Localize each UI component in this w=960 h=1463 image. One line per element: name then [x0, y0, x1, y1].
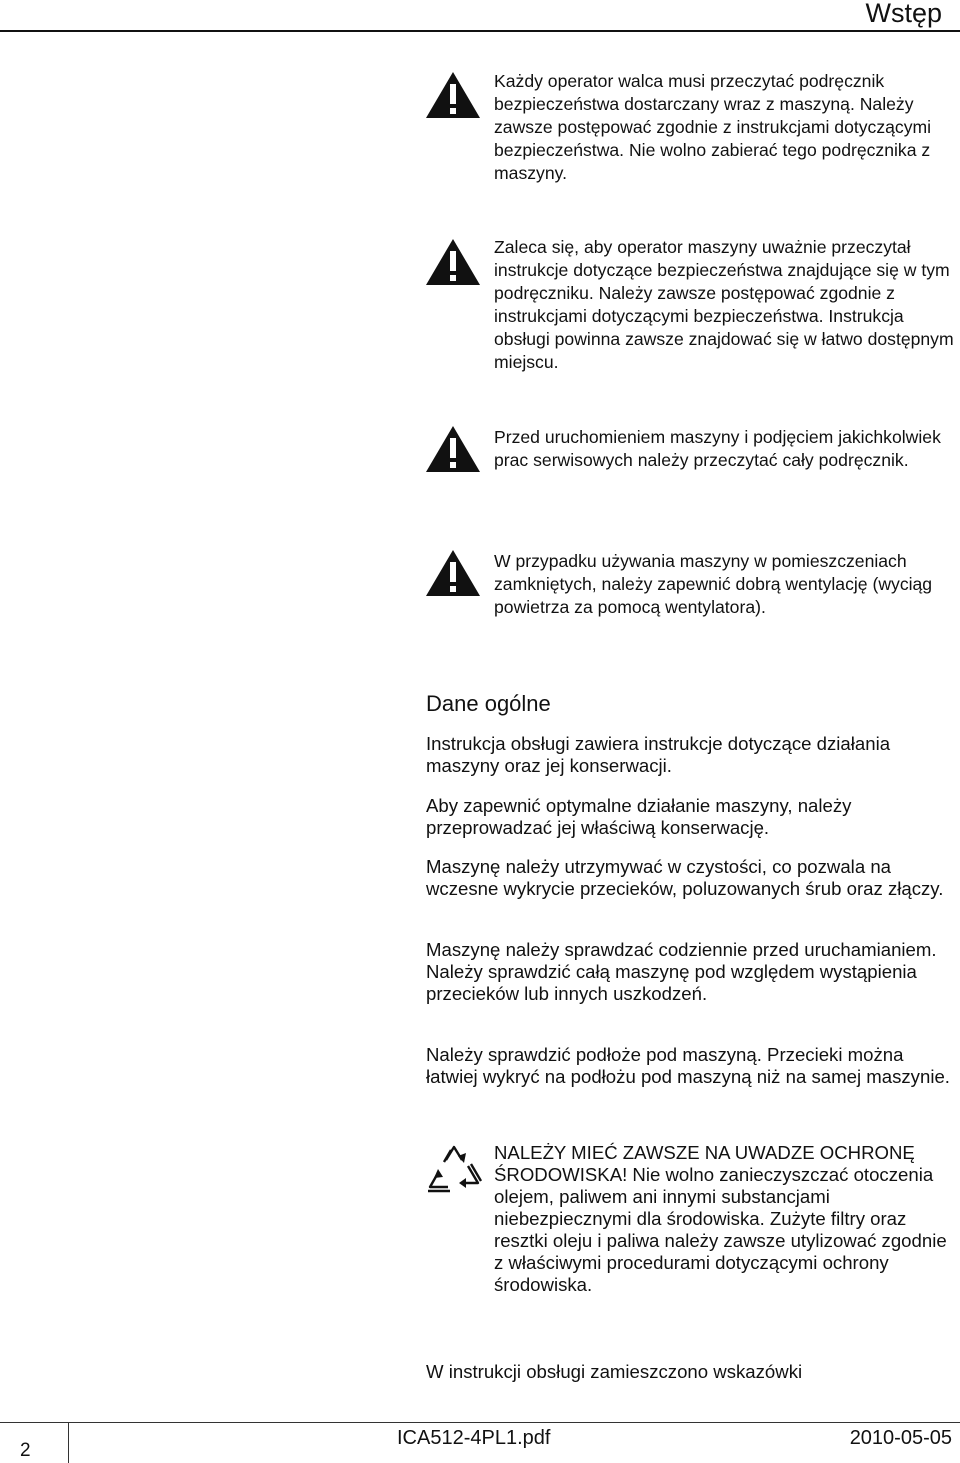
- body-paragraph: Aby zapewnić optymalne działanie maszyny, należy przeprowadzać jej właściwą konserwację.: [426, 795, 852, 838]
- body-paragraph: Należy sprawdzić podłoże pod maszyną. Przecieki można łatwiej wykryć na podłożu pod maszyną niż na samej maszynie.: [426, 1044, 950, 1087]
- warning-text: Przed uruchomieniem maszyny i podjęciem jakichkolwiek prac serwisowych należy przeczytać cały podręcznik.: [494, 427, 941, 470]
- body-paragraph: Maszynę należy utrzymywać w czystości, co pozwala na wczesne wykrycie przecieków, poluzowanych śrub oraz złączy.: [426, 856, 944, 899]
- warning-triangle-icon: [424, 237, 482, 287]
- section-heading: Dane ogólne: [426, 691, 551, 716]
- header-title: Wstęp: [865, 0, 942, 28]
- body-paragraph: Maszynę należy sprawdzać codziennie przed uruchamianiem. Należy sprawdzić całą maszynę pod względem wystąpienia przecieków lub innych uszkodzeń.: [426, 939, 937, 1004]
- warning-text: Zaleca się, aby operator maszyny uważnie przeczytał instrukcje dotyczące bezpieczeństwa znajdujące się w tym podręczniku. Należy zawsze postępować zgodnie z instrukcjami dotyczącymi bezpieczeństwa. Instrukcja obsługi powinna zawsze znajdować się w łatwo dostępnym miejscu.: [494, 237, 954, 372]
- closing-line: W instrukcji obsługi zamieszczono wskazówki: [426, 1361, 803, 1382]
- footer-file-name: ICA512-4PL1.pdf: [397, 1427, 551, 1449]
- warning-triangle-icon: [424, 70, 482, 120]
- recycle-icon: [424, 1140, 484, 1200]
- warning-text: Każdy operator walca musi przeczytać podręcznik bezpieczeństwa dostarczany wraz z maszyną. Należy zawsze postępować zgodnie z instrukcjami dotyczącymi bezpieczeństwa. Nie wolno zabierać tego podręcznika z maszyny.: [494, 71, 932, 183]
- page-number: 2: [20, 1440, 31, 1461]
- footer-date: 2010-05-05: [849, 1427, 952, 1449]
- header-divider: [0, 30, 960, 32]
- environment-text: NALEŻY MIEĆ ZAWSZE NA UWADZE OCHRONĘ ŚRODOWISKA! Nie wolno zanieczyszczać otoczenia olejem, paliwem ani innymi substancjami niebezpiecznymi dla środowiska. Zużyte filtry oraz resztki oleju i paliwa należy zawsze utylizować zgodnie z właściwymi procedurami dotyczącymi ochrony środowiska.: [494, 1142, 947, 1295]
- warning-triangle-icon: [424, 548, 482, 598]
- body-paragraph: Instrukcja obsługi zawiera instrukcje dotyczące działania maszyny oraz jej konserwacji.: [426, 733, 891, 776]
- footer-vertical-divider: [68, 1422, 69, 1463]
- warning-text: W przypadku używania maszyny w pomieszczeniach zamkniętych, należy zapewnić dobrą wentylację (wyciąg powietrza za pomocą wentylatora).: [494, 551, 933, 617]
- footer-divider: [0, 1422, 960, 1423]
- warning-triangle-icon: [424, 424, 482, 474]
